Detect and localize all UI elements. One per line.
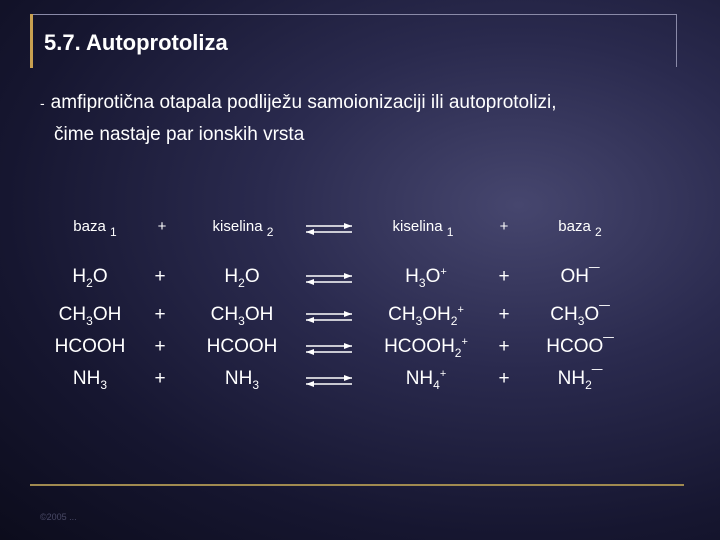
footer-text: ©2005 ... bbox=[40, 512, 77, 522]
reaction-3-plus-1: + bbox=[154, 336, 166, 357]
reaction-1-base-2: OH¯ bbox=[560, 266, 600, 287]
reaction-3-plus-2: + bbox=[498, 336, 510, 357]
reaction-4-base-1: $NH_3$ bbox=[72, 368, 108, 392]
bullet-line-1 bbox=[40, 92, 557, 114]
header-plus-2: + bbox=[499, 218, 509, 235]
reaction-4-acid-2: $NH_3$ bbox=[224, 368, 260, 392]
reaction-4-base-2: $NH_2¯$ bbox=[557, 368, 603, 392]
title-accent-bar bbox=[30, 14, 33, 68]
reaction-3-base-1: HCOOH bbox=[54, 336, 126, 357]
equilibrium-arrow-header bbox=[304, 222, 354, 236]
header-kiselina-1: kiselina $_1$ bbox=[392, 218, 454, 239]
reaction-4-acid-1: $NH_4^+$ bbox=[405, 368, 447, 392]
reaction-3-base-2: HCOO¯ bbox=[546, 336, 614, 357]
bullet-line-2 bbox=[54, 124, 304, 146]
reaction-4-plus-2: + bbox=[498, 368, 510, 389]
bullet-text-2: čime nastaje par ionskih vrsta bbox=[54, 124, 305, 145]
reaction-2-acid-1: $CH_3OH_2^+$ bbox=[388, 304, 464, 328]
equilibrium-arrow-1 bbox=[304, 272, 354, 286]
reaction-1-plus-2: + bbox=[498, 266, 510, 287]
header-baza-1: baza $_1$ bbox=[73, 218, 117, 239]
header-baza-2: baza $_2$ bbox=[558, 218, 602, 239]
header-plus-1: + bbox=[157, 218, 167, 235]
reaction-2-plus-1: + bbox=[154, 304, 166, 325]
footer-line bbox=[30, 484, 684, 486]
reaction-1-base-1: $H_2O$ bbox=[72, 266, 108, 290]
equilibrium-arrow-4 bbox=[304, 374, 354, 388]
reaction-2-base-1: $CH_3OH$ bbox=[58, 304, 122, 328]
reaction-1-acid-2: $H_2O$ bbox=[224, 266, 260, 290]
reaction-2-base-2: $CH_3O¯$ bbox=[550, 304, 610, 328]
bullet-marker: - bbox=[40, 95, 45, 111]
reaction-3-acid-1: $HCOOH_2^+$ bbox=[384, 336, 468, 360]
reaction-2-plus-2: + bbox=[498, 304, 510, 325]
reaction-1-acid-1: $H_3O^+$ bbox=[405, 266, 447, 290]
bullet-text-1: amfiprotična otapala podliježu samoionizaciji ili autoprotolizi, bbox=[50, 92, 557, 113]
reaction-2-acid-2: $CH_3OH$ bbox=[210, 304, 274, 328]
reaction-4-plus-1: + bbox=[154, 368, 166, 389]
header-kiselina-2: kiselina $_2$ bbox=[212, 218, 274, 239]
reaction-1-plus-1: + bbox=[154, 266, 166, 287]
equilibrium-arrow-2 bbox=[304, 310, 354, 324]
equilibrium-arrow-3 bbox=[304, 342, 354, 356]
reaction-3-acid-2: HCOOH bbox=[206, 336, 278, 357]
slide-title: 5.7. Autoprotoliza bbox=[44, 30, 228, 55]
